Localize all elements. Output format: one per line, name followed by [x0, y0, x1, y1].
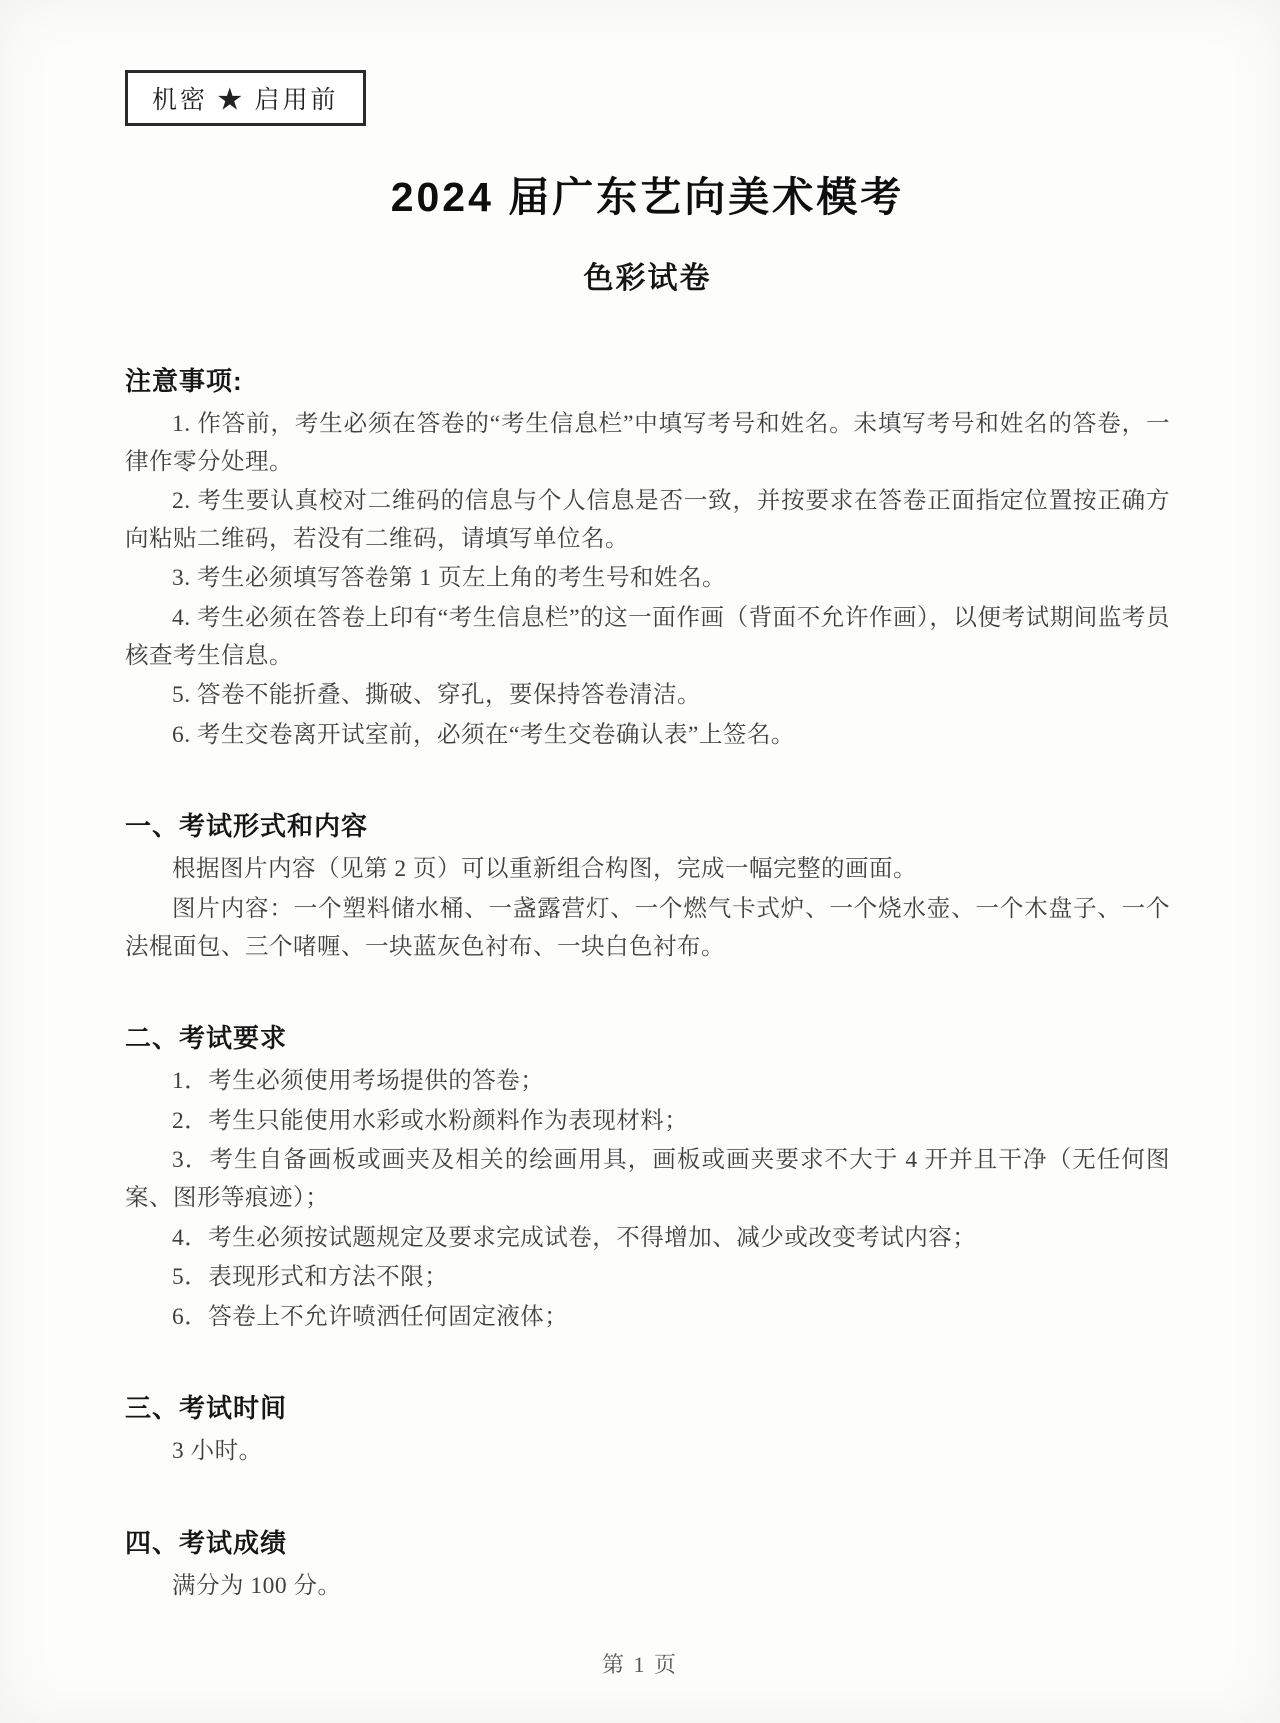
section-requirements-heading: 二、考试要求: [125, 1023, 288, 1054]
requirement-item-1: 1．考生必须使用考场提供的答卷；: [172, 1068, 545, 1095]
notice-item-1: 1. 作答前，考生必须在答卷的“考生信息栏”中填写考号和姓名。未填写考号和姓名的答卷，一律作零分处理。: [125, 411, 1170, 475]
section-score-body: 满分为 100 分。: [172, 1572, 342, 1599]
notice-item-5: 5. 答卷不能折叠、撕破、穿孔，要保持答卷清洁。: [172, 682, 701, 709]
page-title: 2024 届广东艺向美术模考: [390, 174, 905, 220]
notice-item-2: 2. 考生要认真校对二维码的信息与个人信息是否一致，并按要求在答卷正面指定位置按正确方向粘贴二维码，若没有二维码，请填写单位名。: [125, 488, 1170, 552]
section-form-paragraph-1: 根据图片内容（见第 2 页）可以重新组合构图，完成一幅完整的画面。: [172, 856, 917, 883]
requirement-item-4: 4．考生必须按试题规定及要求完成试卷，不得增加、减少或改变考试内容；: [172, 1224, 977, 1251]
requirement-item-5: 5．表现形式和方法不限；: [172, 1264, 449, 1291]
requirement-item-2: 2．考生只能使用水彩或水粉颜料作为表现材料；: [172, 1107, 689, 1134]
notice-heading: 注意事项:: [125, 366, 243, 396]
notice-item-3: 3. 考生必须填写答卷第 1 页左上角的考生号和姓名。: [172, 565, 726, 592]
requirement-item-6: 6．答卷上不允许喷洒任何固定液体；: [172, 1303, 569, 1330]
section-form-heading: 一、考试形式和内容: [125, 811, 369, 842]
requirement-item-3: 3．考生自备画板或画夹及相关的绘画用具，画板或画夹要求不大于 4 开并且干净（无任何图案、图形等痕迹）；: [125, 1147, 1170, 1211]
section-score-heading: 四、考试成绩: [125, 1527, 288, 1558]
security-label: 机密 ★ 启用前: [152, 87, 339, 114]
page-number: 第 1 页: [601, 1652, 678, 1677]
section-form-paragraph-2: 图片内容：一个塑料储水桶、一盏露营灯、一个燃气卡式炉、一个烧水壶、一个木盘子、一个法棍面包、三个啫喱、一块蓝灰色衬布、一块白色衬布。: [125, 895, 1170, 960]
page-subtitle: 色彩试卷: [583, 262, 712, 295]
notice-item-4: 4. 考生必须在答卷上印有“考生信息栏”的这一面作画（背面不允许作画），以便考试期间监考员核查考生信息。: [125, 604, 1170, 669]
notice-item-6: 6. 考生交卷离开试室前，必须在“考生交卷确认表”上签名。: [172, 721, 795, 748]
security-label-box: [125, 70, 366, 126]
section-time-body: 3 小时。: [172, 1438, 263, 1465]
section-time-heading: 三、考试时间: [125, 1393, 288, 1424]
